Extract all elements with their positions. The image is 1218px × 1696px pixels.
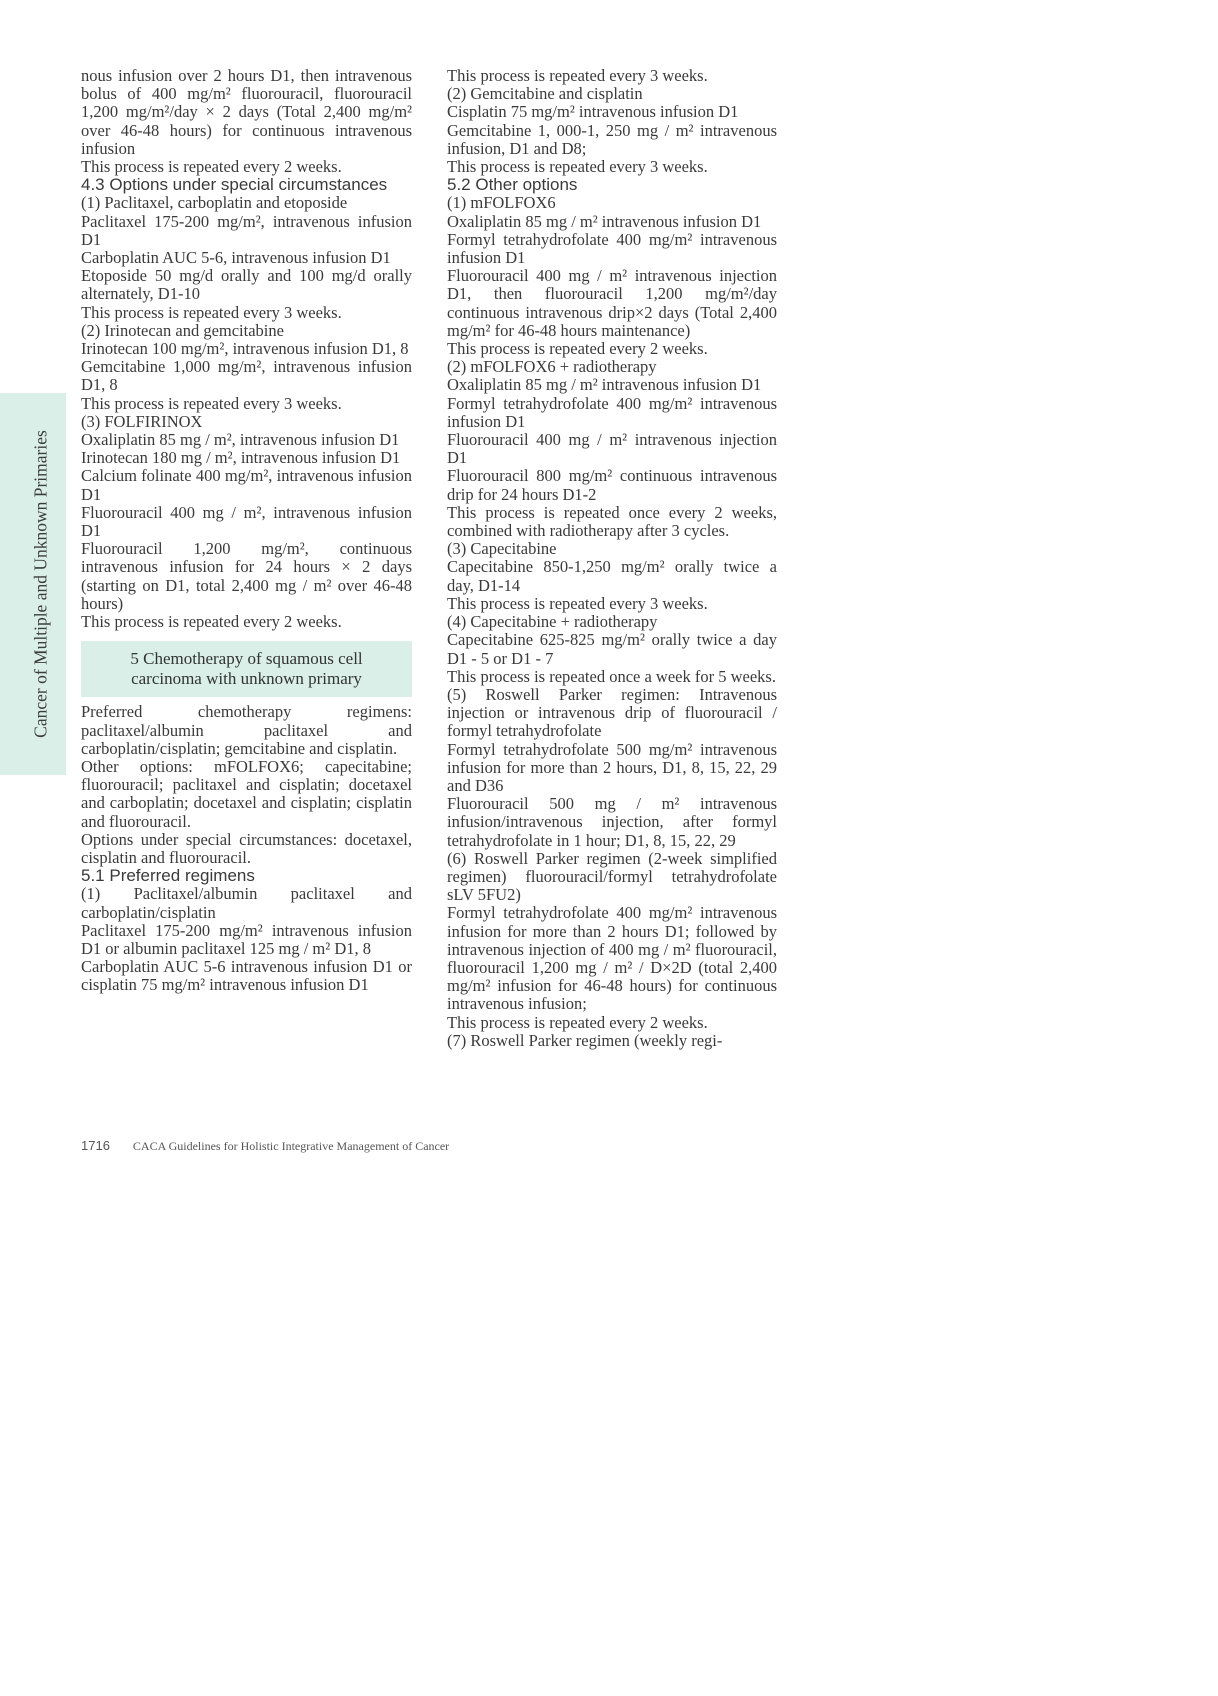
paragraph: (1) mFOLFOX6: [447, 193, 556, 213]
paragraph: Fluorouracil 400 mg / m², intravenous infusion D1: [81, 502, 412, 541]
paragraph: Fluorouracil 800 mg/m² continuous intravenous drip for 24 hours D1-2: [447, 466, 777, 504]
paragraph: This process is repeated every 3 weeks.: [447, 593, 708, 613]
journal-title: CACA Guidelines for Holistic Integrative Management of Cancer: [132, 1139, 450, 1153]
paragraph: Carboplatin AUC 5-6 intravenous infusion D1 or cisplatin 75 mg/m² intravenous infusion D1: [81, 957, 412, 995]
paragraph: (3) Capecitabine: [447, 539, 557, 559]
paragraph: Paclitaxel 175-200 mg/m², intravenous infusion D1: [81, 211, 412, 249]
paragraph: Oxaliplatin 85 mg / m² intravenous infusion D1: [447, 211, 762, 231]
section-5-title-line: 5 Chemotherapy of squamous cell: [130, 649, 363, 669]
paragraph: (3) FOLFIRINOX: [81, 411, 203, 431]
right-column: [447, 67, 777, 1050]
paragraph: This process is repeated every 2 weeks.: [81, 612, 342, 632]
paragraph: Calcium folinate 400 mg/m², intravenous infusion D1: [81, 466, 412, 504]
paragraph: (6) Roswell Parker regimen (2-week simplified regimen) fluorouracil/formyl tetrahydrofolate sLV 5FU2): [447, 848, 777, 905]
paragraph: This process is repeated every 2 weeks.: [447, 339, 708, 359]
section-5-title-box: [81, 641, 412, 697]
paragraph: Fluorouracil 400 mg / m² intravenous injection D1: [447, 430, 777, 468]
paragraph: (7) Roswell Parker regimen (weekly regi-: [447, 1030, 723, 1050]
paragraph: Formyl tetrahydrofolate 400 mg/m² intravenous infusion for more than 2 hours D1; followed by intravenous injection of 400 mg / m² fluorouracil, fluorouracil 1,200 mg / m² / D×2D (total 2,400 mg/m² infusion for 46-48 hours) for continuous intravenous infusion;: [447, 903, 777, 1014]
paragraph: This process is repeated once a week for 5 weeks.: [447, 666, 776, 686]
paragraph: Gemcitabine 1, 000-1, 250 mg / m² intravenous infusion, D1 and D8;: [447, 120, 777, 158]
paragraph: (2) mFOLFOX6 + radiotherapy: [447, 357, 657, 377]
paragraph: Formyl tetrahydrofolate 500 mg/m² intravenous infusion for more than 2 hours, D1, 8, 15, 22, 29 and D36: [447, 739, 777, 795]
paragraph: Other options: mFOLFOX6; capecitabine; fluorouracil; paclitaxel and cisplatin; docetaxel and carboplatin; docetaxel and cisplatin; cisplatin and fluorouracil.: [81, 756, 412, 831]
paragraph: (4) Capecitabine + radiotherapy: [447, 612, 658, 632]
paragraph: This process is repeated once every 2 weeks, combined with radiotherapy after 3 cycles.: [447, 502, 777, 541]
paragraph: This process is repeated every 3 weeks.: [447, 157, 708, 177]
paragraph: nous infusion over 2 hours D1, then intravenous bolus of 400 mg/m² fluorouracil, fluorouracil 1,200 mg/m²/day × 2 days (Total 2,400 mg/m² over 46-48 hours) for continuous intravenous infusion: [81, 66, 412, 158]
section-5-title-line: carcinoma with unknown primary: [131, 669, 362, 689]
paragraph: (2) Gemcitabine and cisplatin: [447, 84, 643, 104]
paragraph: Formyl tetrahydrofolate 400 mg/m² intravenous infusion D1: [447, 229, 777, 268]
side-tab-label: Cancer of Multiple and Unknown Primaries: [30, 430, 51, 738]
paragraph: This process is repeated every 2 weeks.: [81, 157, 342, 177]
section-heading-5-2: 5.2 Other options: [447, 175, 578, 195]
left-column: [81, 67, 412, 995]
paragraph: Capecitabine 850-1,250 mg/m² orally twice a day, D1-14: [447, 557, 777, 595]
paragraph: Cisplatin 75 mg/m² intravenous infusion D1: [447, 102, 739, 122]
section-heading-4-3: 4.3 Options under special circumstances: [81, 175, 388, 195]
paragraph: Oxaliplatin 85 mg / m², intravenous infusion D1: [81, 430, 400, 450]
paragraph: This process is repeated every 3 weeks.: [81, 393, 342, 413]
paragraph: (5) Roswell Parker regimen: Intravenous injection or intravenous drip of fluorouracil / formyl tetrahydrofolate: [447, 684, 777, 741]
paragraph: This process is repeated every 2 weeks.: [447, 1012, 708, 1032]
paragraph: (1) Paclitaxel, carboplatin and etoposide: [81, 193, 348, 213]
paragraph: (1) Paclitaxel/albumin paclitaxel and carboplatin/cisplatin: [81, 884, 412, 922]
paragraph: Oxaliplatin 85 mg / m² intravenous infusion D1: [447, 375, 762, 395]
section-heading-5-1: 5.1 Preferred regimens: [81, 866, 255, 886]
paragraph: Irinotecan 100 mg/m², intravenous infusion D1, 8: [81, 339, 409, 359]
paragraph: Paclitaxel 175-200 mg/m² intravenous infusion D1 or albumin paclitaxel 125 mg / m² D1, 8: [81, 920, 412, 958]
paragraph: Fluorouracil 400 mg / m² intravenous injection D1, then fluorouracil 1,200 mg/m²/day continuous intravenous drip×2 days (Total 2,400 mg/m² for 46-48 hours maintenance): [447, 266, 777, 340]
paragraph: Fluorouracil 500 mg / m² intravenous infusion/intravenous injection, after formyl tetrahydrofolate in 1 hour; D1, 8, 15, 22, 29: [447, 794, 777, 850]
paragraph: This process is repeated every 3 weeks.: [81, 302, 342, 322]
paragraph: Capecitabine 625-825 mg/m² orally twice a day D1 - 5 or D1 - 7: [447, 630, 777, 668]
paragraph: Etoposide 50 mg/d orally and 100 mg/d orally alternately, D1-10: [81, 266, 412, 304]
paragraph: This process is repeated every 3 weeks.: [447, 66, 708, 85]
paragraph: Preferred chemotherapy regimens: paclitaxel/albumin paclitaxel and carboplatin/cisplatin; gemcitabine and cisplatin.: [81, 702, 412, 758]
paragraph: Formyl tetrahydrofolate 400 mg/m² intravenous infusion D1: [447, 393, 777, 431]
paragraph: Gemcitabine 1,000 mg/m², intravenous infusion D1, 8: [81, 357, 412, 395]
paragraph: (2) Irinotecan and gemcitabine: [81, 320, 284, 340]
paragraph: Irinotecan 180 mg / m², intravenous infusion D1: [81, 448, 401, 468]
page-number: 1716: [81, 1138, 110, 1153]
page-footer: [81, 1138, 449, 1154]
paragraph: Carboplatin AUC 5-6, intravenous infusion D1: [81, 248, 391, 268]
paragraph: Fluorouracil 1,200 mg/m², continuous intravenous infusion for 24 hours × 2 days (starting on D1, total 2,400 mg / m² over 46-48 hours): [81, 539, 412, 613]
paragraph: Options under special circumstances: docetaxel, cisplatin and fluorouracil.: [81, 829, 412, 867]
